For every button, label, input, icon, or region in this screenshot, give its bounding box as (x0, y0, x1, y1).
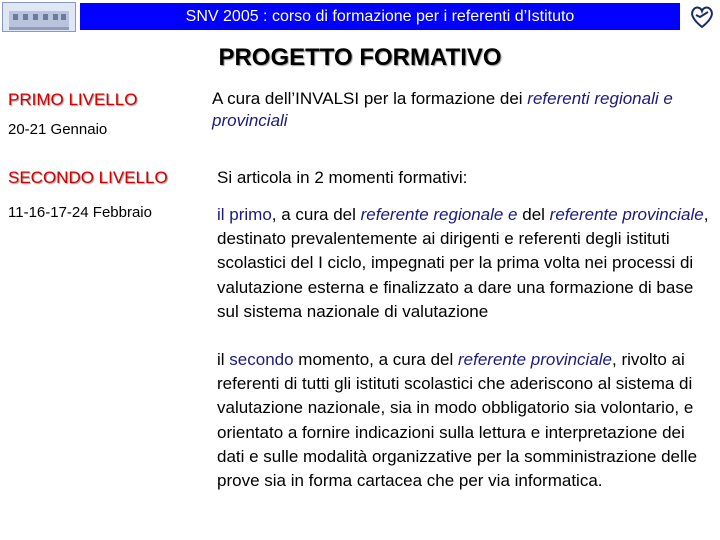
level1-label: PRIMO LIVELLO (8, 90, 138, 109)
level2-description: Si articola in 2 momenti formativi: (217, 168, 468, 187)
p2-text-a: il (217, 350, 230, 369)
p2-text-b: momento, a cura del (293, 350, 458, 369)
level1-desc-text: A cura dell’INVALSI per la formazione dei (212, 89, 528, 108)
slide-header (0, 0, 720, 33)
header-title: SNV 2005 : corso di formazione per i referenti d’Istituto (185, 8, 575, 25)
heart-logo-icon (688, 3, 716, 31)
level1-description (212, 88, 712, 132)
level2-paragraph-first (217, 203, 713, 324)
p2-referente-provinciale: referente provinciale (457, 350, 613, 369)
p2-text-c: , rivolto ai referenti di tutti gli istituti scolastici che aderiscono al sistema di valutazione nazionale, sia in modo obbligatorio sia volontario, e orientato a fornire indicazioni sulla lettura e interpretazione dei dati e sulle modalità organizzative per la somministrazione delle prove sia in forma cartacea che per via informatica. (217, 350, 698, 491)
level2-label: SECONDO LIVELLO (8, 168, 168, 187)
p1-text-b: del (517, 205, 550, 224)
p1-primo: il primo (217, 205, 272, 224)
level2-dates: 11-16-17-24 Febbraio (8, 204, 152, 221)
p1-referente-regionale: referente regionale e (360, 205, 518, 224)
level2-paragraph-second (217, 348, 713, 493)
page-title: PROGETTO FORMATIVO (218, 44, 502, 71)
p2-secondo: secondo (229, 350, 294, 369)
p1-text-c: , destinato prevalentemente ai dirigenti e referenti degli istituti scolastici del I ciclo, impegnati per la prima volta nei processi di valutazione esterna e finalizzato a dare una formazione di base sul sistema nazionale di valutazione (217, 205, 709, 321)
p1-text-a: , a cura del (271, 205, 361, 224)
p1-referente-provinciale: referente provinciale (549, 205, 704, 224)
building-logo-icon (2, 2, 76, 32)
level1-desc-emphasis: referenti regionali e provinciali (212, 89, 673, 130)
level1-dates: 20-21 Gennaio (8, 121, 108, 138)
